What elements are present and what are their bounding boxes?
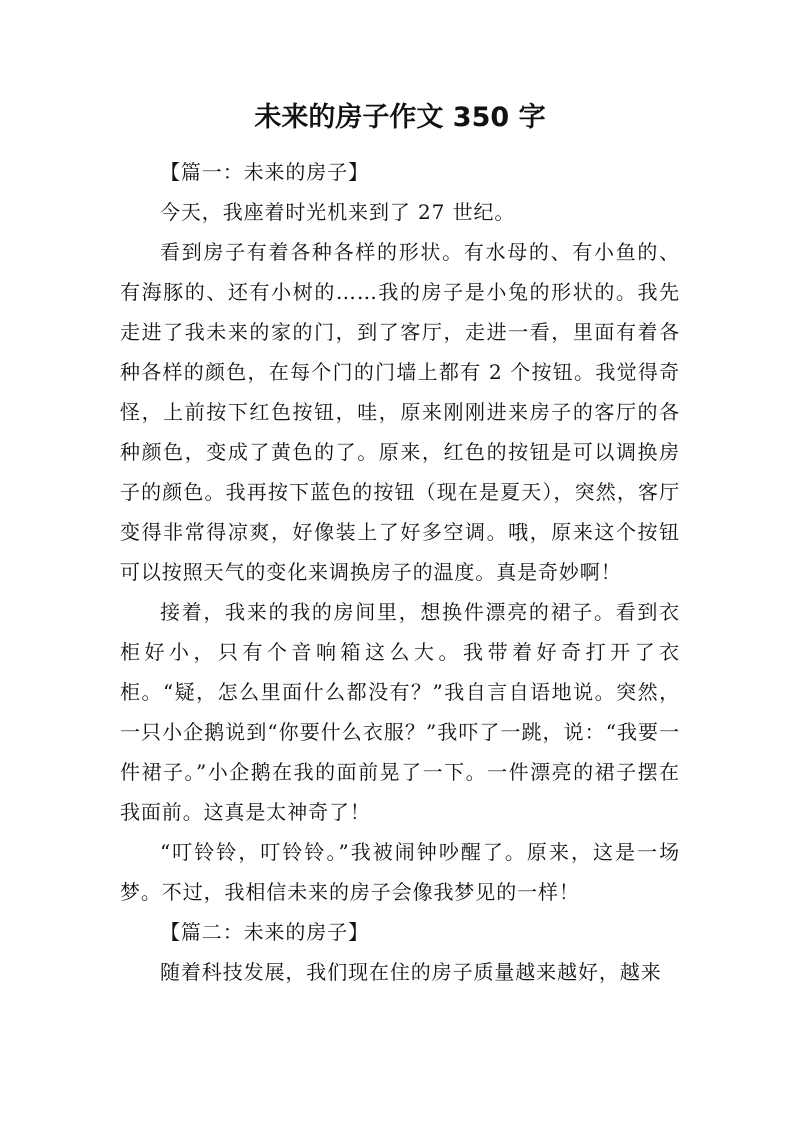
paragraph: 看到房子有着各种各样的形状。有水母的、有小鱼的、有海豚的、还有小树的……我的房子是小兔的形状的。我先走进了我未来的家的门，到了客厅，走进一看，里面有着各种各样的颜色，在每个门的门墙上都有 2 个按钮。我觉得奇怪，上前按下红色按钮，哇，原来刚刚进来房子的客厅的各种颜色，变成了黄色的了。原来，红色的按钮是可以调换房子的颜色。我再按下蓝色的按钮（现在是夏天），突然，客厅变得非常得凉爽，好像装上了好多空调。哦，原来这个按钮可以按照天气的变化来调换房子的温度。真是奇妙啊！ (120, 240, 680, 584)
document-body (120, 152, 680, 992)
document-title: 未来的房子作文 350 字 (254, 102, 546, 133)
paragraph: 随着科技发展，我们现在住的房子质量越来越好，越来 (160, 960, 662, 984)
section-heading-1: 【篇一：未来的房子】 (160, 160, 369, 184)
paragraph: 接着，我来的我的房间里，想换件漂亮的裙子。看到衣柜好小，只有个音响箱这么大。我带着好奇打开了衣柜。“疑，怎么里面什么都没有？”我自言自语地说。突然，一只小企鹅说到“你要什么衣服？”我吓了一跳，说：“我要一件裙子。”小企鹅在我的面前晃了一下。一件漂亮的裙子摆在我面前。这真是太神奇了！ (120, 600, 680, 824)
paragraph: “叮铃铃，叮铃铃。”我被闹钟吵醒了。原来，这是一场梦。不过，我相信未来的房子会像我梦见的一样！ (120, 840, 680, 904)
paragraph: 今天，我座着时光机来到了 27 世纪。 (160, 200, 516, 224)
section-heading-2: 【篇二：未来的房子】 (160, 920, 369, 944)
